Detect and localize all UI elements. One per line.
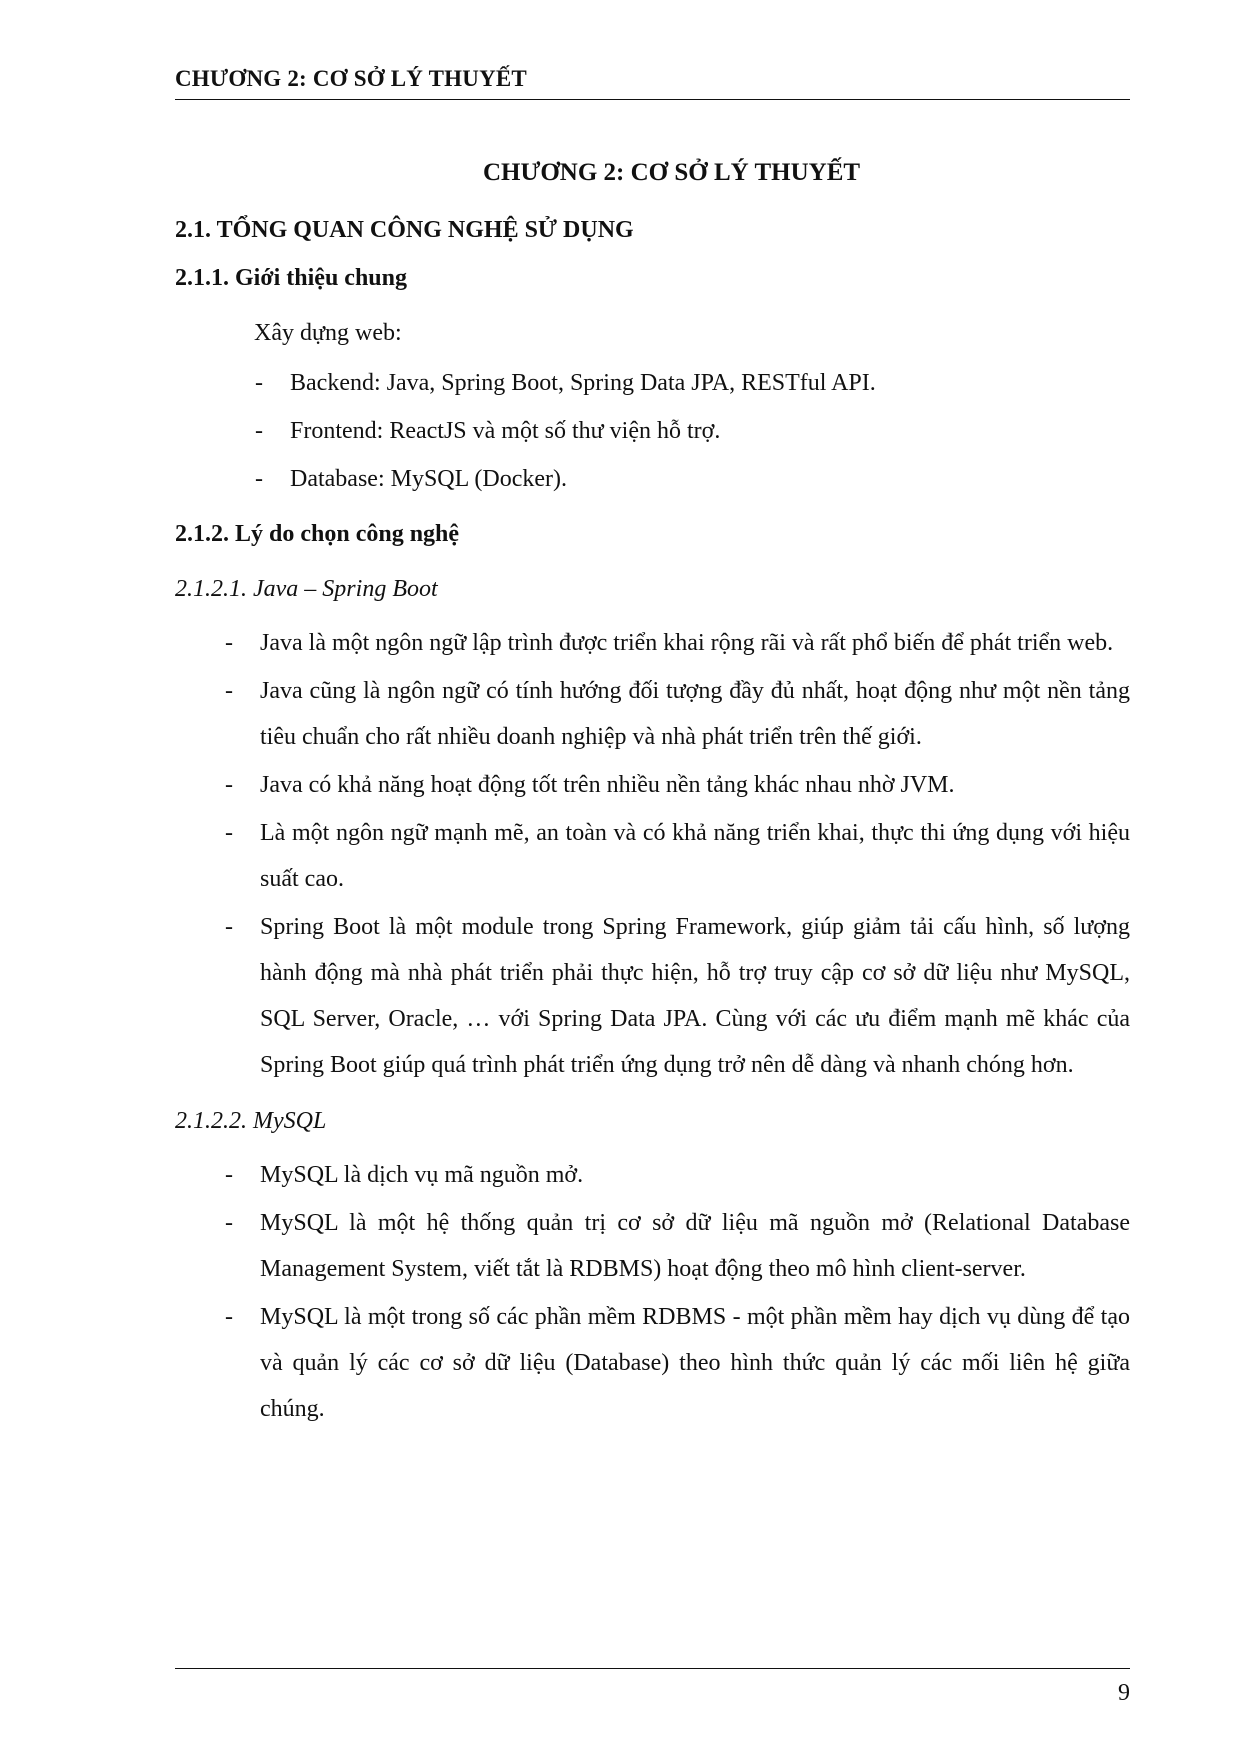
footer-rule [175, 1668, 1130, 1669]
page-number: 9 [1118, 1680, 1130, 1706]
dash-bullet: - [225, 630, 233, 656]
list-item: - Java cũng là ngôn ngữ có tính hướng đối tượng đầy đủ nhất, hoạt động như một nền tảng tiêu chuẩn cho rất nhiều doanh nghiệp và nhà phát triển trên thế giới. [175, 668, 1130, 760]
mysql-list [175, 1152, 1130, 1432]
header-rule [175, 99, 1130, 100]
list-item: - Java có khả năng hoạt động tốt trên nhiều nền tảng khác nhau nhờ JVM. [175, 762, 1130, 808]
list-item: - MySQL là một trong số các phần mềm RDBMS - một phần mềm hay dịch vụ dùng để tạo và quản lý các cơ sở dữ liệu (Database) theo hình thức quản lý các mối liên hệ giữa chúng. [175, 1294, 1130, 1432]
subsection-heading-intro: 2.1.1. Giới thiệu chung [175, 265, 407, 291]
section-heading: 2.1. TỔNG QUAN CÔNG NGHỆ SỬ DỤNG [175, 217, 634, 243]
list-item: - Backend: Java, Spring Boot, Spring Data JPA, RESTful API. [175, 360, 1130, 406]
dash-bullet: - [225, 1162, 233, 1188]
list-item: - Là một ngôn ngữ mạnh mẽ, an toàn và có khả năng triển khai, thực thi ứng dụng với hiệu suất cao. [175, 810, 1130, 902]
dash-bullet: - [255, 466, 263, 492]
dash-bullet: - [225, 914, 233, 940]
dash-bullet: - [255, 370, 263, 396]
dash-bullet: - [225, 1210, 233, 1236]
dash-bullet: - [225, 1304, 233, 1330]
intro-text: Xây dựng web: [254, 320, 402, 346]
running-header: CHƯƠNG 2: CƠ SỞ LÝ THUYẾT [175, 66, 527, 91]
dash-bullet: - [225, 772, 233, 798]
dash-bullet: - [255, 418, 263, 444]
java-list [175, 620, 1130, 1088]
list-item: - Java là một ngôn ngữ lập trình được triển khai rộng rãi và rất phổ biến để phát triển web. [175, 620, 1130, 666]
list-item: - MySQL là một hệ thống quản trị cơ sở dữ liệu mã nguồn mở (Relational Database Management System, viết tắt là RDBMS) hoạt động theo mô hình client-server. [175, 1200, 1130, 1292]
page-body [175, 150, 1130, 1442]
list-item: - Spring Boot là một module trong Spring Framework, giúp giảm tải cấu hình, số lượng hành động mà nhà phát triển phải thực hiện, hỗ trợ truy cập cơ sở dữ liệu như MySQL, SQL Server, Oracle, … với Spring Data JPA. Cùng với các ưu điểm mạnh mẽ khác của Spring Boot giúp quá trình phát triển ứng dụng trở nên dễ dàng và nhanh chóng hơn. [175, 904, 1130, 1088]
subsubsection-heading-java: 2.1.2.1. Java – Spring Boot [175, 576, 438, 602]
list-item: - Database: MySQL (Docker). [175, 456, 1130, 502]
list-item: - MySQL là dịch vụ mã nguồn mở. [175, 1152, 1130, 1198]
chapter-title: CHƯƠNG 2: CƠ SỞ LÝ THUYẾT [482, 159, 861, 186]
subsubsection-heading-mysql: 2.1.2.2. MySQL [175, 1108, 327, 1134]
subsection-heading-reasons: 2.1.2. Lý do chọn công nghệ [175, 521, 460, 547]
tech-stack-list [175, 360, 1130, 502]
dash-bullet: - [225, 820, 233, 846]
dash-bullet: - [225, 678, 233, 704]
list-item: - Frontend: ReactJS và một số thư viện hỗ trợ. [175, 408, 1130, 454]
